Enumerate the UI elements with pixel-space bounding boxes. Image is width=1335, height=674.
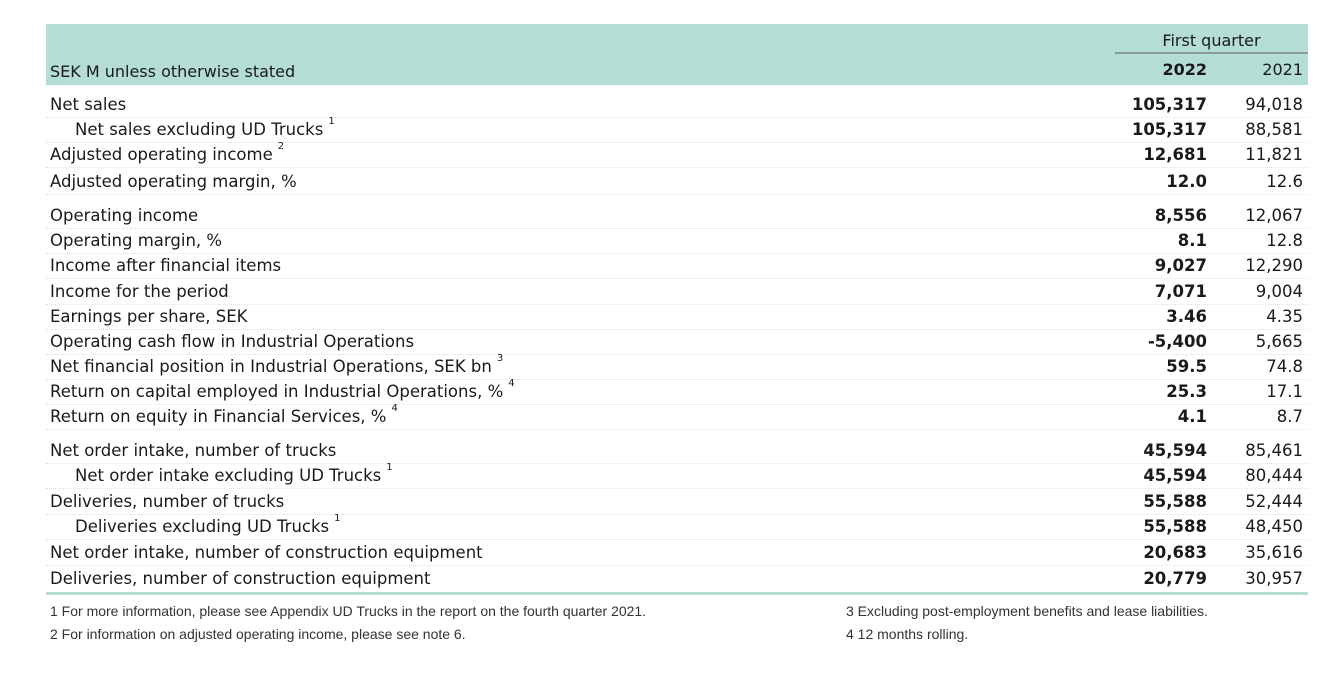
value-2021: 35,616	[1245, 543, 1303, 562]
row-label: Return on capital employed in Industrial Operations, % $^4$	[50, 378, 515, 401]
table-row	[46, 170, 1308, 195]
table-row	[46, 405, 1308, 430]
row-label: Net order intake, number of trucks	[50, 441, 337, 460]
table-row	[46, 204, 1308, 229]
value-2022: 20,683	[1143, 543, 1207, 562]
value-2022: 105,317	[1131, 95, 1207, 114]
row-label: Return on equity in Financial Services, % $^4$	[50, 403, 398, 426]
value-2022: 7,071	[1154, 282, 1207, 301]
row-label: Operating income	[50, 206, 199, 225]
value-2021: 4.35	[1266, 307, 1303, 326]
year-current-header: 2022	[1162, 60, 1207, 79]
value-2022: 25.3	[1166, 382, 1207, 401]
row-label: Net sales excluding UD Trucks $^1$	[75, 116, 335, 139]
row-label: Income after financial items	[50, 256, 282, 275]
row-label: Net financial position in Industrial Operations, SEK bn $^3$	[50, 353, 504, 376]
value-2021: 88,581	[1245, 120, 1303, 139]
table-row	[46, 93, 1308, 118]
value-2021: 8.7	[1276, 407, 1303, 426]
footnote-ref: 1	[328, 116, 335, 127]
value-2021: 74.8	[1266, 357, 1303, 376]
row-label: Net order intake, number of construction equipment	[50, 543, 483, 562]
table-row	[46, 380, 1308, 405]
value-2021: 85,461	[1245, 441, 1303, 460]
row-label: Net order intake excluding UD Trucks $^1$	[75, 462, 393, 485]
value-2021: 11,821	[1245, 145, 1303, 164]
value-2022: 3.46	[1166, 307, 1207, 326]
period-group-label: First quarter	[1115, 31, 1308, 54]
value-2022: 12,681	[1143, 145, 1207, 164]
row-label: Deliveries, number of trucks	[50, 492, 285, 511]
table-row	[46, 490, 1308, 515]
table-header	[46, 24, 1308, 85]
table-row	[46, 439, 1308, 464]
value-2022: -5,400	[1147, 332, 1207, 351]
value-2021: 48,450	[1245, 517, 1303, 536]
table-row	[46, 254, 1308, 279]
table-row	[46, 515, 1308, 540]
row-label: Deliveries, number of construction equipment	[50, 569, 431, 588]
value-2021: 12.6	[1266, 172, 1303, 191]
value-2022: 59.5	[1166, 357, 1207, 376]
table-row	[46, 305, 1308, 330]
value-2021: 30,957	[1245, 569, 1303, 588]
table-row	[46, 541, 1308, 566]
footnote: 3 Excluding post-employment benefits and lease liabilities.	[846, 603, 1208, 619]
value-2022: 55,588	[1143, 517, 1207, 536]
unit-label: SEK M unless otherwise stated	[50, 62, 296, 81]
table-row	[46, 330, 1308, 355]
value-2022: 45,594	[1143, 441, 1207, 460]
value-2021: 52,444	[1245, 492, 1303, 511]
footnote-ref: 1	[386, 462, 393, 473]
row-label: Deliveries excluding UD Trucks $^1$	[75, 513, 341, 536]
value-2021: 80,444	[1245, 466, 1303, 485]
footnote: 1 For more information, please see Appendix UD Trucks in the report on the fourth quarter 2021.	[50, 603, 647, 619]
key-figures-table	[46, 24, 1308, 588]
footnote: 2 For information on adjusted operating income, please see note 6.	[50, 626, 466, 642]
value-2022: 105,317	[1131, 120, 1207, 139]
footnote: 4 12 months rolling.	[846, 626, 969, 642]
row-label: Operating cash flow in Industrial Operations	[50, 332, 415, 351]
value-2021: 17.1	[1266, 382, 1303, 401]
table-row	[46, 567, 1308, 591]
value-2022: 12.0	[1166, 172, 1207, 191]
table-row	[46, 143, 1308, 168]
row-label: Earnings per share, SEK	[50, 307, 248, 326]
value-2022: 55,588	[1143, 492, 1207, 511]
table-bottom-rule	[46, 592, 1308, 595]
value-2022: 45,594	[1143, 466, 1207, 485]
row-label: Income for the period	[50, 282, 229, 301]
value-2021: 94,018	[1245, 95, 1303, 114]
footnote-ref: 4	[508, 378, 515, 389]
row-label: Operating margin, %	[50, 231, 223, 250]
table-row	[46, 464, 1308, 489]
value-2021: 12,067	[1245, 206, 1303, 225]
value-2022: 8,556	[1154, 206, 1207, 225]
value-2021: 9,004	[1255, 282, 1303, 301]
year-prior-header: 2021	[1262, 60, 1303, 79]
footnote-ref: 4	[391, 403, 398, 414]
value-2022: 8.1	[1177, 231, 1207, 250]
value-2022: 20,779	[1143, 569, 1207, 588]
footnote-ref: 3	[496, 353, 504, 364]
row-label: Adjusted operating income $^2$	[50, 141, 285, 164]
value-2021: 5,665	[1255, 332, 1303, 351]
table-row	[46, 229, 1308, 254]
table-row	[46, 118, 1308, 143]
table-row	[46, 280, 1308, 305]
footnote-ref: 2	[277, 141, 285, 152]
row-label: Net sales	[50, 95, 127, 114]
value-2022: 4.1	[1177, 407, 1207, 426]
row-label: Adjusted operating margin, %	[50, 172, 297, 191]
value-2021: 12.8	[1266, 231, 1303, 250]
value-2021: 12,290	[1245, 256, 1303, 275]
table-row	[46, 355, 1308, 380]
footnote-ref: 1	[334, 513, 341, 524]
value-2022: 9,027	[1154, 256, 1207, 275]
